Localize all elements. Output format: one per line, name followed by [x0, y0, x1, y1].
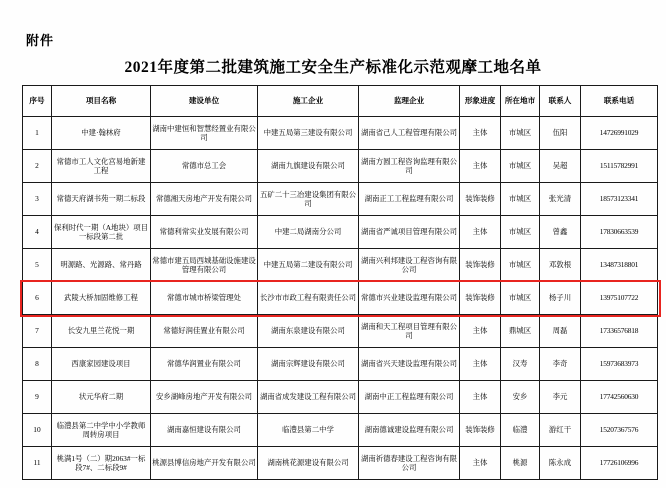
cell-supervisor: 湖南和天工程项目管理有限公司 [359, 315, 460, 348]
cell-constructor: 湖南桃花源建设有限公司 [258, 447, 359, 480]
cell-no: 6 [23, 282, 52, 315]
table-row [23, 150, 658, 183]
cell-city: 市城区 [501, 183, 540, 216]
cell-builder: 常德市总工会 [151, 150, 258, 183]
cell-builder: 常德华润置业有限公司 [151, 348, 258, 381]
cell-no: 5 [23, 249, 52, 282]
cell-project: 长安九里兰花悦一期 [52, 315, 151, 348]
cell-city: 市城区 [501, 249, 540, 282]
cell-builder: 常德市城市桥梁管理处 [151, 282, 258, 315]
cell-progress: 主体 [460, 150, 501, 183]
cell-contact: 张光清 [540, 183, 581, 216]
table-row [23, 249, 658, 282]
cell-progress: 主体 [460, 315, 501, 348]
cell-project: 常德市工人文化宫易地新建工程 [52, 150, 151, 183]
cell-city: 安乡 [501, 381, 540, 414]
cell-phone: 17726106996 [581, 447, 658, 480]
table-row [23, 315, 658, 348]
cell-supervisor: 湖南中正工程监理有限公司 [359, 381, 460, 414]
cell-phone: 18573123341 [581, 183, 658, 216]
cell-builder: 常德利常实业发展有限公司 [151, 216, 258, 249]
cell-constructor: 中建五局第三建设有限公司 [258, 117, 359, 150]
column-header-project: 项目名称 [52, 86, 151, 117]
cell-constructor: 湖南宗辉建设有限公司 [258, 348, 359, 381]
cell-contact: 曾鑫 [540, 216, 581, 249]
cell-phone: 15115782991 [581, 150, 658, 183]
cell-constructor: 临澧县第二中学 [258, 414, 359, 447]
cell-project: 明源路、光源路、常丹路 [52, 249, 151, 282]
table-header-row [23, 86, 658, 117]
cell-constructor: 湖南省成发建设工程有限公司 [258, 381, 359, 414]
cell-contact: 李奇 [540, 348, 581, 381]
cell-supervisor: 常德市兴业建设监理有限公司 [359, 282, 460, 315]
table-row [23, 183, 658, 216]
cell-constructor: 五矿二十三冶建设集团有限公司 [258, 183, 359, 216]
column-header-phone: 联系电话 [581, 86, 658, 117]
cell-contact: 周磊 [540, 315, 581, 348]
cell-city: 市城区 [501, 150, 540, 183]
cell-project: 武陵大桥加固维修工程 [52, 282, 151, 315]
table-row [23, 117, 658, 150]
cell-contact: 李元 [540, 381, 581, 414]
cell-project: 常德天府湖书苑一期二标段 [52, 183, 151, 216]
cell-no: 4 [23, 216, 52, 249]
column-header-supervisor: 监理企业 [359, 86, 460, 117]
cell-no: 9 [23, 381, 52, 414]
cell-progress: 主体 [460, 117, 501, 150]
cell-supervisor: 湖南省严诚项目管理有限公司 [359, 216, 460, 249]
table-row [23, 447, 658, 480]
cell-builder: 安乡湖峰房地产开发有限公司 [151, 381, 258, 414]
cell-supervisor: 湖南祈德春建设工程咨询有限公司 [359, 447, 460, 480]
cell-no: 10 [23, 414, 52, 447]
cell-phone: 15973683973 [581, 348, 658, 381]
table-row [23, 381, 658, 414]
cell-city: 临澧 [501, 414, 540, 447]
cell-city: 桃源 [501, 447, 540, 480]
cell-no: 3 [23, 183, 52, 216]
page-title: 2021年度第二批建筑施工安全生产标准化示范观摩工地名单 [124, 59, 542, 76]
table-row [23, 216, 658, 249]
cell-supervisor: 湖南德诚建设监理有限公司 [359, 414, 460, 447]
cell-progress: 装饰装修 [460, 183, 501, 216]
notice-table [22, 85, 658, 480]
cell-phone: 14726991029 [581, 117, 658, 150]
column-header-no: 序号 [23, 86, 52, 117]
cell-contact: 游红干 [540, 414, 581, 447]
cell-no: 7 [23, 315, 52, 348]
cell-progress: 主体 [460, 348, 501, 381]
cell-project: 保利时代一期（A地块）项目一标段第二批 [52, 216, 151, 249]
cell-supervisor: 湖南正工工程监理有限公司 [359, 183, 460, 216]
cell-contact: 伍阳 [540, 117, 581, 150]
cell-project: 中建·翰林府 [52, 117, 151, 150]
cell-constructor: 中建五局第二建设有限公司 [258, 249, 359, 282]
cell-constructor: 中建二局湖南分公司 [258, 216, 359, 249]
table-row [23, 414, 658, 447]
column-header-constructor: 施工企业 [258, 86, 359, 117]
table-body [23, 117, 658, 480]
column-header-builder: 建设单位 [151, 86, 258, 117]
cell-project: 西康家园建设项目 [52, 348, 151, 381]
cell-no: 11 [23, 447, 52, 480]
cell-builder: 湖南中建恒和智慧经置业有限公司 [151, 117, 258, 150]
cell-city: 市城区 [501, 117, 540, 150]
attachment-label: 附件 [26, 33, 55, 48]
cell-phone: 17742560630 [581, 381, 658, 414]
cell-city: 汉寿 [501, 348, 540, 381]
cell-contact: 邓敦根 [540, 249, 581, 282]
cell-builder: 常德好润佳置业有限公司 [151, 315, 258, 348]
column-header-progress: 形象进度 [460, 86, 501, 117]
cell-progress: 装饰装修 [460, 249, 501, 282]
cell-phone: 17830663539 [581, 216, 658, 249]
cell-builder: 桃源县博信房地产开发有限公司 [151, 447, 258, 480]
table-row-highlighted [23, 282, 658, 315]
cell-city: 鼎城区 [501, 315, 540, 348]
cell-progress: 装饰装修 [460, 282, 501, 315]
table-row [23, 348, 658, 381]
cell-phone: 13487318801 [581, 249, 658, 282]
cell-supervisor: 湖南省兴天建设监理有限公司 [359, 348, 460, 381]
cell-builder: 常德市建五局西城基础设施建设管理有限公司 [151, 249, 258, 282]
cell-progress: 主体 [460, 381, 501, 414]
cell-contact: 陈永成 [540, 447, 581, 480]
cell-phone: 13975107722 [581, 282, 658, 315]
cell-city: 市城区 [501, 216, 540, 249]
cell-progress: 主体 [460, 447, 501, 480]
cell-constructor: 湖南东泉建设有限公司 [258, 315, 359, 348]
cell-constructor: 湖南九旗建设有限公司 [258, 150, 359, 183]
cell-project: 桃满1号（二）期2063#一标段7#、二标段9# [52, 447, 151, 480]
cell-contact: 吴超 [540, 150, 581, 183]
cell-no: 8 [23, 348, 52, 381]
column-header-city: 所在地市 [501, 86, 540, 117]
cell-no: 2 [23, 150, 52, 183]
cell-city: 市城区 [501, 282, 540, 315]
cell-supervisor: 湖南省己人工程管理有限公司 [359, 117, 460, 150]
cell-progress: 装饰装修 [460, 414, 501, 447]
cell-builder: 常德湘天房地产开发有限公司 [151, 183, 258, 216]
cell-supervisor: 湖南兴利邦建设工程咨询有限公司 [359, 249, 460, 282]
cell-phone: 17336576818 [581, 315, 658, 348]
cell-project: 临澧县第二中学中小学教师周转房项目 [52, 414, 151, 447]
cell-supervisor: 湖南方圆工程咨询监理有限公司 [359, 150, 460, 183]
column-header-contact: 联系人 [540, 86, 581, 117]
cell-builder: 湖南嘉恒建设有限公司 [151, 414, 258, 447]
cell-contact: 杨子川 [540, 282, 581, 315]
cell-phone: 15207367576 [581, 414, 658, 447]
cell-no: 1 [23, 117, 52, 150]
cell-project: 状元华府二期 [52, 381, 151, 414]
cell-progress: 主体 [460, 216, 501, 249]
cell-constructor: 长沙市市政工程有限责任公司 [258, 282, 359, 315]
